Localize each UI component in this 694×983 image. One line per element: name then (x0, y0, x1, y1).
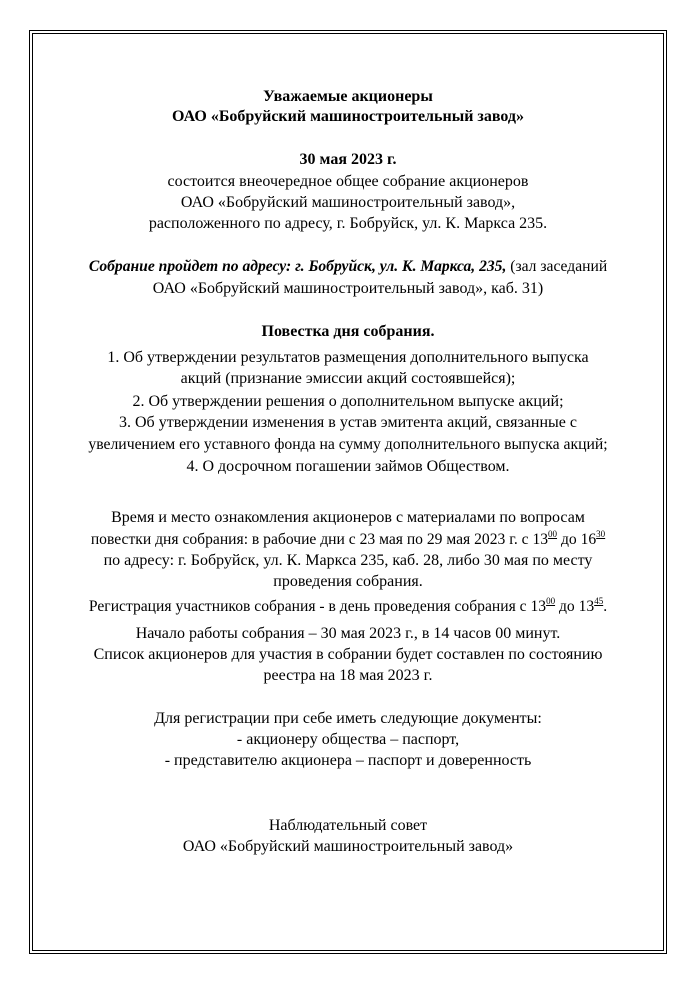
agenda-item: акций (признание эмиссии акций состоявшейся); (180, 370, 516, 387)
materials-line2: повестки дня собрания: в рабочие дни с 23 мая по 29 мая 2023 г. с $13^{00}$ до $16^{30}$ (90, 529, 606, 548)
documents-line3: - представителю акционера – паспорт и доверенность (164, 752, 532, 769)
documents-line2: - акционеру общества – паспорт, (236, 731, 460, 748)
agenda-item: увеличением его уставного фонда на сумму дополнительного выпуска акций; (88, 436, 608, 453)
meeting-line2: ОАО «Бобруйский машиностроительный завод», (180, 194, 516, 211)
registration-line: Регистрация участников собрания - в день проведения собрания с $13^{00}$ до $13^{45}$. (88, 596, 608, 615)
meeting-line1: состоится внеочередное общее собрание акционеров (167, 173, 529, 190)
agenda-title: Повестка дня собрания. (261, 323, 435, 340)
materials-line3: по адресу: г. Бобруйск, ул. К. Маркса 235, каб. 28, либо 30 мая по месту (103, 552, 593, 569)
materials-line4: проведения собрания. (273, 573, 423, 590)
signature-line1: Наблюдательный совет (268, 817, 428, 834)
meeting-date: 30 мая 2023 г. (299, 151, 397, 168)
time-superscript: 30 (596, 529, 606, 539)
meeting-address: расположенного по адресу, г. Бобруйск, ул. К. Маркса 235. (148, 215, 548, 232)
venue-rest: (зал заседаний (506, 258, 608, 275)
documents-line1: Для регистрации при себе иметь следующие документы: (154, 710, 542, 727)
agenda-item: 1. Об утверждении результатов размещения дополнительного выпуска (107, 349, 589, 366)
time-superscript: 45 (594, 596, 604, 606)
start-line2: Список акционеров для участия в собрании будет составлен по состоянию (93, 646, 603, 663)
start-line3: реестра на 18 мая 2023 г. (263, 667, 433, 684)
agenda-item: 3. Об утверждении изменения в устав эмитента акций, связанные с (119, 414, 577, 431)
time-superscript: 00 (548, 529, 558, 539)
materials-line1: Время и место ознакомления акционеров с материалами по вопросам (111, 509, 585, 526)
start-line1: Начало работы собрания – 30 мая 2023 г., в 14 часов 00 минут. (135, 625, 561, 642)
venue-line1 (33, 257, 663, 277)
inner-border (32, 33, 664, 951)
greeting: Уважаемые акционеры (263, 88, 433, 105)
time-superscript: 00 (546, 596, 556, 606)
signature-line2: ОАО «Бобруйский машиностроительный завод» (182, 838, 514, 855)
company-title: ОАО «Бобруйский машиностроительный завод» (171, 108, 525, 125)
venue-line2: ОАО «Бобруйский машиностроительный завод», каб. 31) (152, 280, 544, 297)
agenda-item: 4. О досрочном погашении займов Обществом. (186, 458, 510, 475)
venue-italic: Собрание пройдет по адресу: г. Бобруйск, ул. К. Маркса, 235, (88, 258, 507, 275)
agenda-item: 2. Об утверждении решения о дополнительном выпуске акций; (132, 393, 564, 410)
